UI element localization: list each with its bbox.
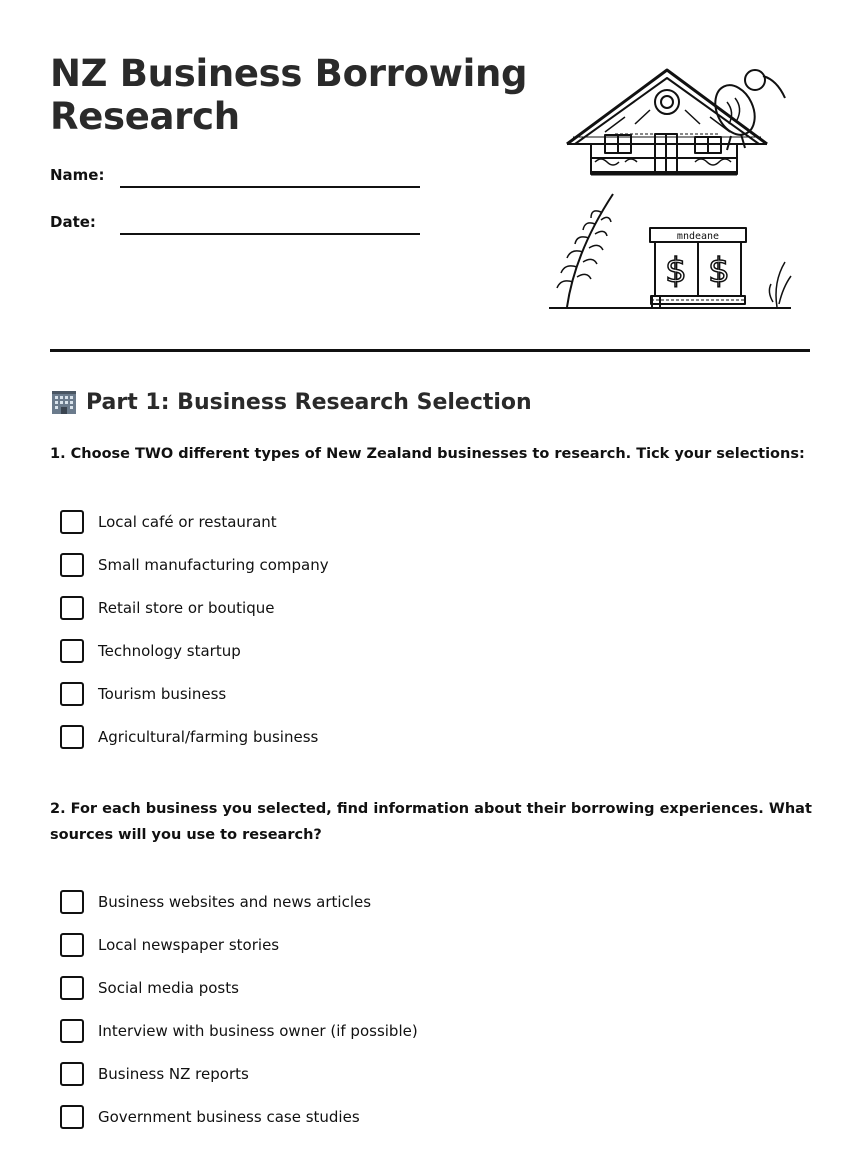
grass-icon: [769, 262, 791, 307]
list-item: [60, 725, 660, 768]
list-item: [60, 639, 660, 682]
option-label: Small manufacturing company: [98, 556, 329, 574]
list-item: [60, 553, 660, 596]
option-label: Technology startup: [98, 642, 241, 660]
checkbox[interactable]: [60, 890, 84, 914]
list-item: [60, 596, 660, 639]
option-label: Interview with business owner (if possible): [98, 1022, 418, 1040]
option-label: Tourism business: [98, 685, 227, 703]
checkbox[interactable]: [60, 553, 84, 577]
list-item: [60, 890, 660, 933]
part1-heading: [50, 388, 532, 416]
list-item: [60, 1105, 660, 1148]
office-building-icon: [50, 388, 78, 416]
name-input-line[interactable]: [120, 186, 420, 188]
checkbox[interactable]: [60, 596, 84, 620]
name-label: Name:: [50, 166, 105, 184]
checkbox[interactable]: [60, 639, 84, 663]
option-label: Business websites and news articles: [98, 893, 372, 911]
research-source-options: [60, 890, 660, 1148]
option-label: Local newspaper stories: [98, 936, 280, 954]
date-label: Date:: [50, 213, 96, 231]
header-divider: [50, 349, 810, 352]
page-title: NZ Business Borrowing Research: [50, 52, 528, 138]
name-field: [50, 166, 104, 184]
date-field: [50, 213, 96, 231]
business-type-options: [60, 510, 660, 768]
option-label: Local café or restaurant: [98, 513, 277, 531]
checkbox[interactable]: [60, 1062, 84, 1086]
list-item: [60, 1019, 660, 1062]
dollar-sign-left: $: [665, 251, 687, 291]
list-item: [60, 1062, 660, 1105]
checkbox[interactable]: [60, 1105, 84, 1129]
option-label: Retail store or boutique: [98, 599, 275, 617]
checkbox[interactable]: [60, 682, 84, 706]
dollar-sign-right: $: [708, 251, 730, 291]
checkbox[interactable]: [60, 725, 84, 749]
checkbox[interactable]: [60, 933, 84, 957]
worksheet-header: [50, 52, 530, 231]
option-label: Agricultural/farming business: [98, 728, 319, 746]
option-label: Social media posts: [98, 979, 239, 997]
list-item: [60, 976, 660, 1019]
shop-sign-text: mndeane: [676, 231, 720, 242]
list-item: [60, 510, 660, 553]
list-item: [60, 933, 660, 976]
question-2: 2. For each business you selected, find information about their borrowing experiences. What sources will you use to research?: [50, 801, 812, 843]
date-input-line[interactable]: [120, 233, 420, 235]
option-label: Business NZ reports: [98, 1065, 249, 1083]
checkbox[interactable]: [60, 1019, 84, 1043]
fern-icon: [557, 194, 613, 307]
checkbox[interactable]: [60, 976, 84, 1000]
list-item: [60, 682, 660, 725]
checkbox[interactable]: [60, 510, 84, 534]
part1-heading-text: Part 1: Business Research Selection: [86, 389, 532, 415]
question-1: 1. Choose TWO different types of New Zealand businesses to research. Tick your selections:: [50, 446, 805, 462]
option-label: Government business case studies: [98, 1108, 360, 1126]
wharenui-icon: [567, 70, 767, 174]
nz-business-illustration: [545, 62, 795, 312]
